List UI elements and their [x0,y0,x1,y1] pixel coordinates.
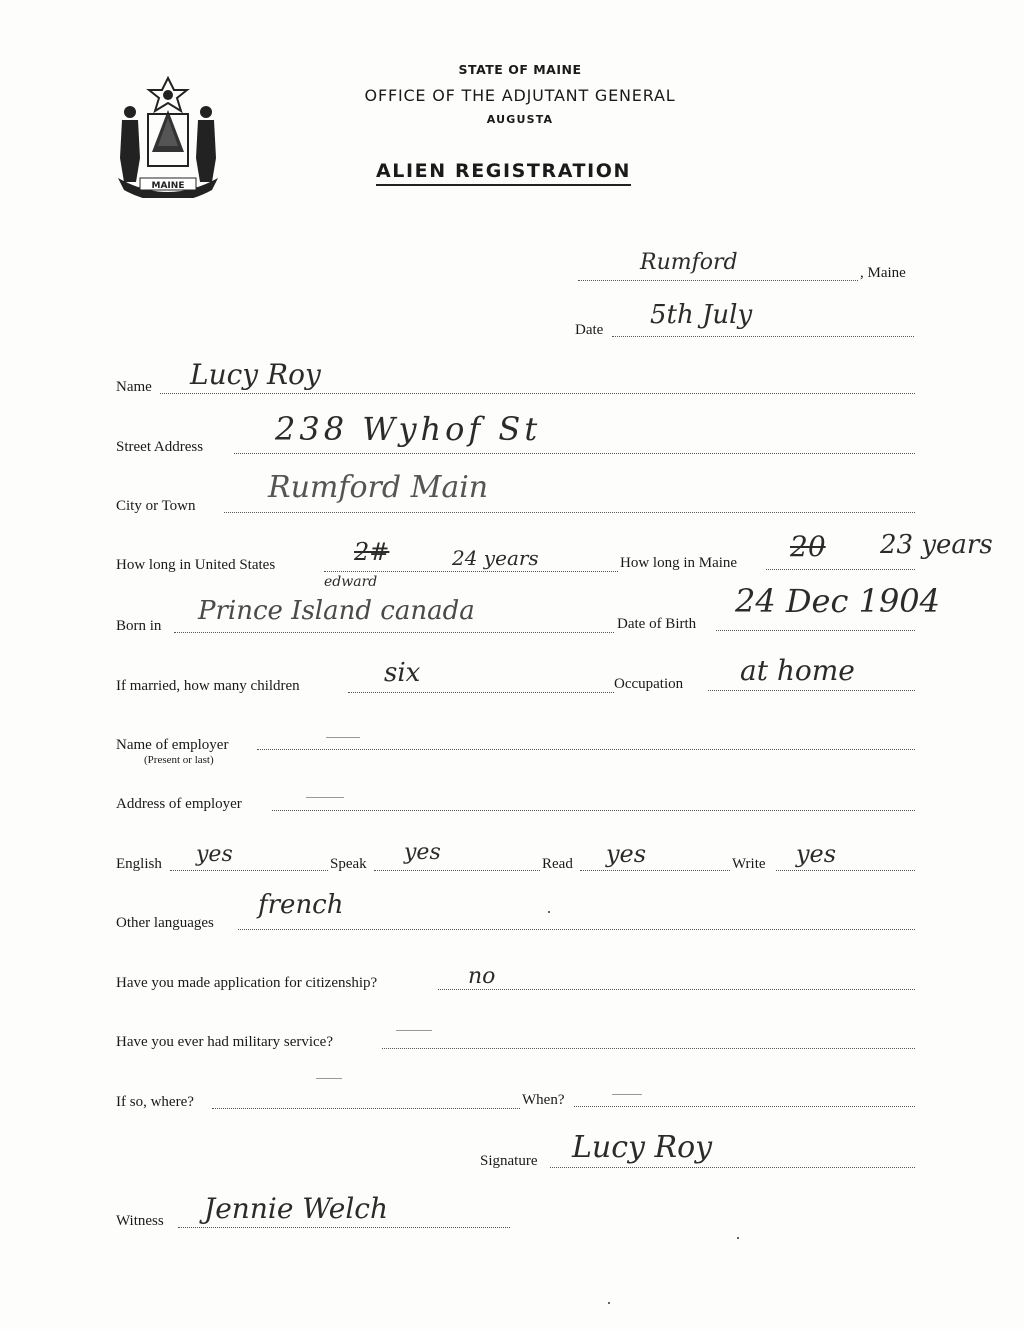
born-in-value[interactable]: Prince Island canada [198,596,475,626]
where-dash [316,1078,342,1079]
date-value[interactable]: 5th July [650,300,753,330]
city-heading: AUGUSTA [486,113,554,126]
when-label: When? [522,1092,565,1108]
city-label: City or Town [116,498,196,514]
employer-name-line[interactable] [257,749,915,750]
employer-address-label: Address of employer [116,796,242,812]
where-line[interactable] [212,1108,520,1109]
date-of-birth-line [716,630,915,631]
years-us-label: How long in United States [116,557,276,573]
place-suffix-label: , Maine [860,265,906,281]
ink-speck [608,1302,610,1304]
read-line [580,870,730,871]
years-us-struck: 2# [354,538,390,566]
state-heading: STATE OF MAINE [458,62,582,77]
city-line [224,512,915,513]
years-us-value[interactable]: 24 years [452,546,539,570]
witness-value[interactable]: Jennie Welch [204,1192,389,1225]
children-value[interactable]: six [384,658,421,688]
years-maine-value[interactable]: 23 years [880,530,993,560]
read-value[interactable]: yes [606,840,647,868]
speak-value[interactable]: yes [404,840,441,865]
ink-speck [548,911,550,913]
office-heading: OFFICE OF THE ADJUTANT GENERAL [364,86,676,105]
employer-address-line[interactable] [272,810,915,811]
form-title: ALIEN REGISTRATION [376,160,631,186]
write-line [776,870,915,871]
speak-label: Speak [330,856,367,872]
ink-speck [737,1237,739,1239]
employer-name-note: (Present or last) [144,754,214,766]
city-value[interactable]: Rumford Main [268,470,489,505]
write-label: Write [732,856,766,872]
witness-label: Witness [116,1213,164,1229]
name-value[interactable]: Lucy Roy [190,358,321,391]
citizenship-value[interactable]: no [468,964,496,989]
years-maine-label: How long in Maine [620,555,738,571]
place-line [578,280,858,281]
occupation-value[interactable]: at home [740,654,855,687]
employer-name-label: Name of employer [116,737,229,753]
english-label: English [116,856,162,872]
maine-state-seal-icon [112,74,224,198]
employer-address-dash [306,797,344,798]
write-value[interactable]: yes [796,840,837,868]
military-dash [396,1030,432,1031]
date-of-birth-value[interactable]: 24 Dec 1904 [735,582,941,620]
english-value[interactable]: yes [196,842,233,867]
occupation-label: Occupation [614,676,684,692]
street-address-label: Street Address [116,439,204,455]
signature-label: Signature [480,1153,538,1169]
occupation-line [708,690,915,691]
street-address-value[interactable]: 238 Wyhof St [275,410,542,448]
date-line [612,336,914,337]
date-of-birth-label: Date of Birth [617,616,697,632]
born-in-line [174,632,614,633]
signature-value[interactable]: Lucy Roy [572,1130,713,1165]
place-value[interactable]: Rumford [640,250,738,275]
citizenship-label: Have you made application for citizenship? [116,975,378,991]
military-line[interactable] [382,1048,915,1049]
other-languages-line [238,929,915,930]
children-label: If married, how many children [116,678,300,694]
military-label: Have you ever had military service? [116,1034,333,1050]
read-label: Read [542,856,573,872]
born-in-insert: edward [324,574,378,590]
when-dash [612,1094,642,1095]
employer-name-dash [326,737,360,738]
other-languages-label: Other languages [116,915,214,931]
years-maine-struck: 20 [790,530,826,563]
seal-banner-text: MAINE [151,181,185,191]
english-line [170,870,328,871]
years-maine-line [766,569,915,570]
when-line[interactable] [574,1106,915,1107]
citizenship-line [438,989,915,990]
children-line [348,692,614,693]
born-in-label: Born in [116,618,162,634]
name-line [160,393,915,394]
witness-line [178,1227,510,1228]
street-address-line [234,453,915,454]
speak-line [374,870,540,871]
name-label: Name [116,379,152,395]
where-label: If so, where? [116,1094,194,1110]
date-label: Date [575,322,604,338]
other-languages-value[interactable]: french [258,890,344,920]
years-us-line [324,571,618,572]
signature-line [550,1167,915,1168]
